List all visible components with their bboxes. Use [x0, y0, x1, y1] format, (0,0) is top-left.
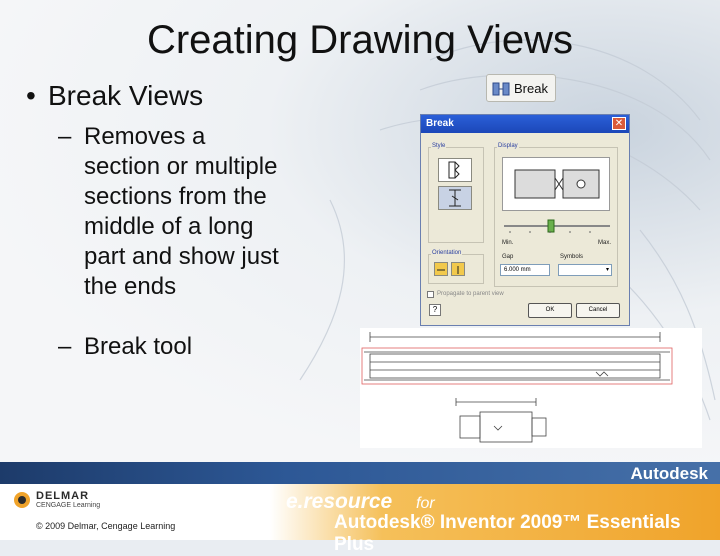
gap-input[interactable]: 6.000 mm: [500, 264, 550, 276]
break-preview: [502, 157, 610, 211]
delmar-logo-icon: [12, 490, 32, 510]
product-title: Autodesk® Inventor 2009™ Essentials Plus: [334, 512, 681, 555]
footer-bar: [0, 462, 720, 484]
orientation-label: Orientation: [432, 250, 462, 256]
desc-line-6: the ends: [84, 273, 177, 300]
sub-bullet-description: [58, 122, 338, 302]
break-tool-button[interactable]: [486, 74, 556, 102]
bullet-break-views: [26, 80, 203, 112]
rectangular-break-icon: [439, 159, 471, 181]
horizontal-orientation-button[interactable]: [434, 262, 448, 276]
min-label: Min.: [502, 240, 514, 246]
dash-2: –: [58, 333, 72, 360]
break-view-drawing: [360, 328, 702, 448]
copyright: © 2009 Delmar, Cengage Learning: [36, 521, 176, 531]
propagate-label: Propagate to parent view: [437, 291, 504, 297]
publisher-sub: CENGAGE Learning: [36, 502, 101, 509]
cancel-button[interactable]: Cancel: [576, 303, 620, 318]
desc-line-3: sections from the: [84, 183, 267, 210]
eresource-logo: e.resource: [286, 490, 393, 513]
vertical-break-icon: [452, 264, 464, 276]
display-label: Display: [498, 143, 518, 149]
bullet-text: Break Views: [48, 80, 204, 111]
desc-line-2: section or multiple: [84, 153, 278, 180]
chevron-down-icon: ▾: [605, 267, 609, 273]
desc-line-1: Removes a: [84, 123, 206, 150]
gap-slider[interactable]: [500, 218, 614, 234]
break-tool-label: Break: [514, 81, 548, 96]
close-icon[interactable]: ✕: [612, 117, 626, 130]
desc-line-4: middle of a long: [84, 213, 254, 240]
gap-label: Gap: [502, 254, 514, 260]
autodesk-logo: Autodesk: [630, 464, 708, 483]
break-icon: [492, 80, 510, 98]
bullet-dot: •: [26, 80, 36, 111]
break-preview-graphic: [503, 158, 609, 210]
max-label: Max.: [598, 240, 612, 246]
dash-1: –: [58, 123, 72, 150]
publisher-name: DELMAR: [36, 490, 90, 502]
slide-title: Creating Drawing Views: [146, 18, 574, 62]
horizontal-break-icon: [435, 264, 447, 276]
help-icon[interactable]: ?: [429, 304, 441, 316]
rectangular-style-button[interactable]: [438, 158, 472, 182]
symbols-label: Symbols: [560, 254, 584, 260]
propagate-checkbox[interactable]: [427, 291, 434, 298]
shaft-drawing: [360, 328, 702, 448]
dialog-title-bar: [421, 115, 629, 133]
desc-line-5: part and show just: [84, 243, 279, 270]
break-tool-text: Break tool: [84, 333, 193, 360]
structural-style-button[interactable]: [438, 186, 472, 210]
vertical-orientation-button[interactable]: [451, 262, 465, 276]
ok-button[interactable]: OK: [528, 303, 572, 318]
structural-break-icon: [439, 187, 471, 209]
sub-bullet-break-tool: [58, 332, 192, 362]
symbols-select[interactable]: [558, 264, 612, 276]
style-label: Style: [432, 143, 446, 149]
eresource-for: for: [416, 495, 435, 512]
dialog-title: Break: [426, 118, 454, 129]
